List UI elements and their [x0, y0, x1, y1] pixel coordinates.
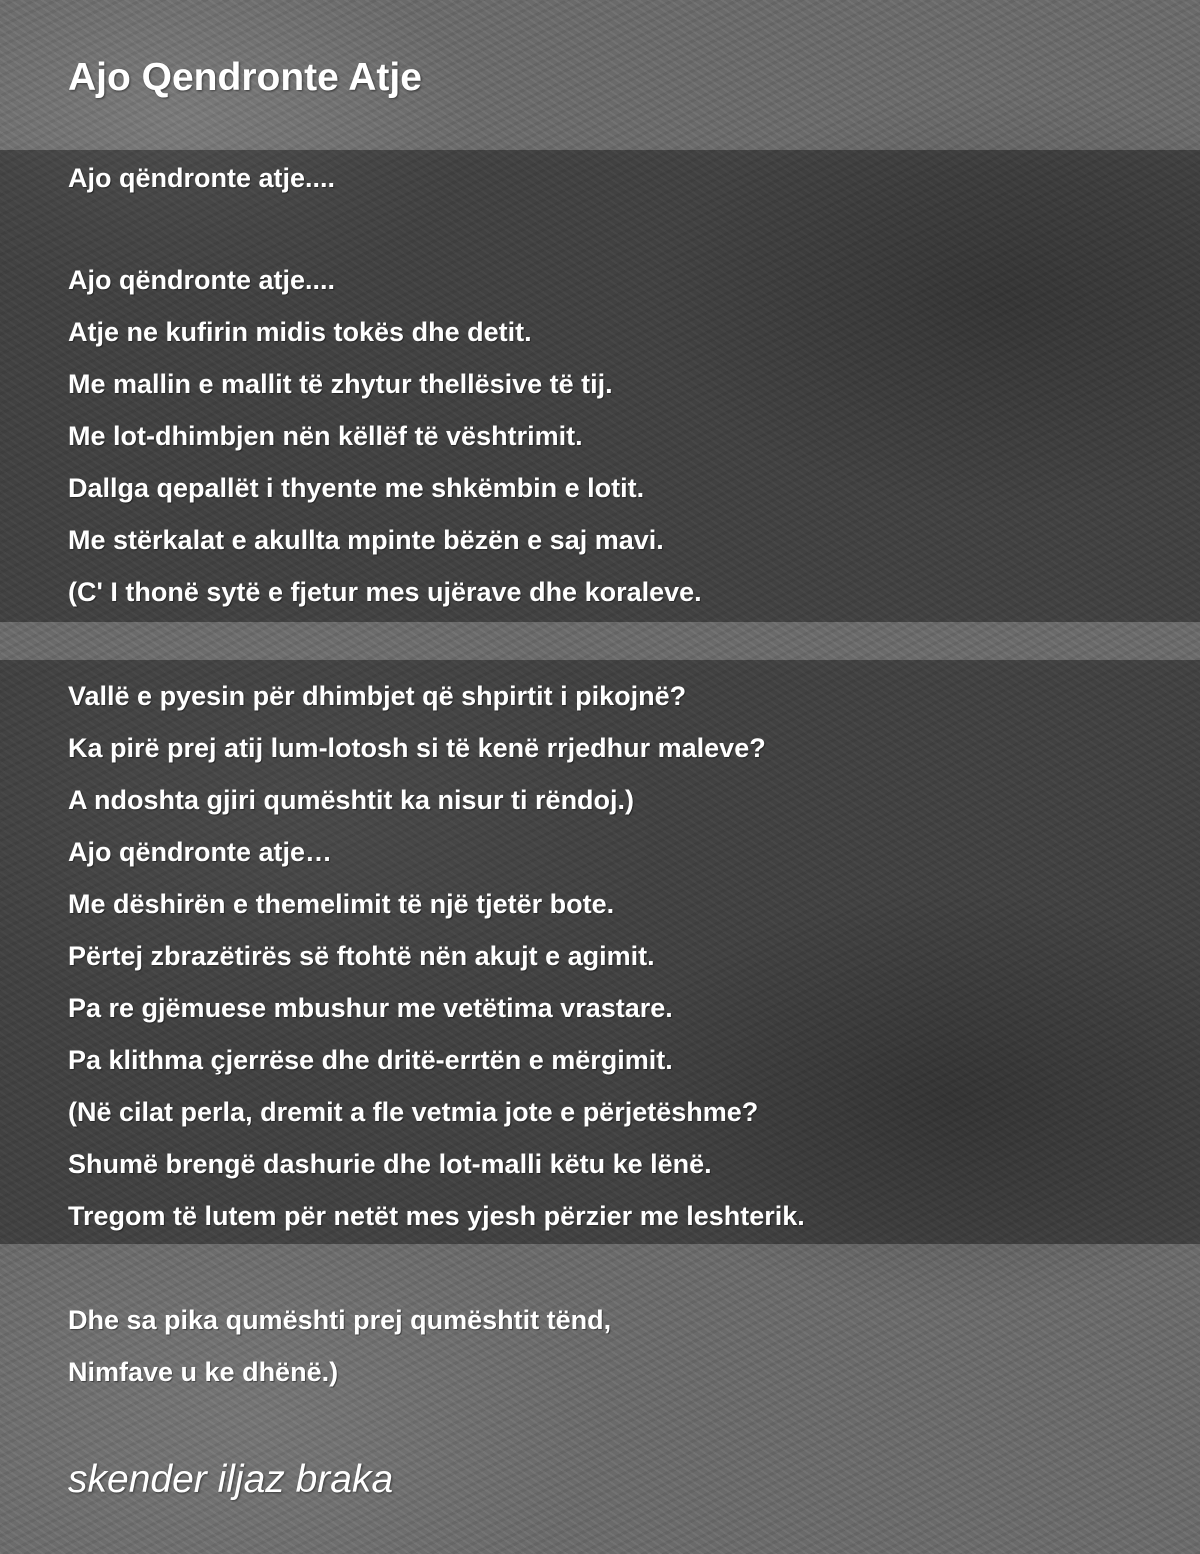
- poem-line: Dallga qepallët i thyente me shkëmbin e lotit.: [68, 473, 645, 503]
- poem-line: (Në cilat perla, dremit a fle vetmia jote e përjetëshme?: [68, 1097, 759, 1127]
- poem-line: A ndoshta gjiri qumështit ka nisur ti rëndoj.): [68, 785, 635, 815]
- poem-line: Atje ne kufirin midis tokës dhe detit.: [68, 317, 532, 347]
- poem-line: Përtej zbrazëtirës së ftohtë nën akujt e agimit.: [68, 941, 655, 971]
- poem-line: Me stërkalat e akullta mpinte bëzën e saj mavi.: [68, 525, 664, 555]
- poem-line: Me mallin e mallit të zhytur thellësive të tij.: [68, 369, 613, 399]
- poem-line: Vallë e pyesin për dhimbjet që shpirtit i pikojnë?: [68, 681, 687, 711]
- poem-line: Shumë brengë dashurie dhe lot-malli këtu ke lënë.: [68, 1149, 712, 1179]
- poem-line: Pa klithma çjerrëse dhe dritë-errtën e mërgimit.: [68, 1045, 673, 1075]
- poem-line: Pa re gjëmuese mbushur me vetëtima vrastare.: [68, 993, 673, 1023]
- poem-line: Ka pirë prej atij lum-lotosh si të kenë rrjedhur maleve?: [68, 733, 766, 763]
- poem-line: Ajo qëndronte atje…: [68, 837, 333, 867]
- poem-line: Ajo qëndronte atje....: [68, 265, 336, 295]
- poem-line: Nimfave u ke dhënë.): [68, 1357, 339, 1387]
- poem-line: Me dëshirën e themelimit të një tjetër bote.: [68, 889, 615, 919]
- poem-line: Dhe sa pika qumështi prej qumështit tënd,: [68, 1305, 612, 1335]
- poem-title: Ajo Qendronte Atje: [68, 56, 422, 99]
- poem-line: Me lot-dhimbjen nën këllëf të vështrimit.: [68, 421, 583, 451]
- poem-line: (C' I thonë sytë e fjetur mes ujërave dhe koraleve.: [68, 577, 702, 607]
- poem-line: Ajo qëndronte atje....: [68, 163, 336, 193]
- poem-author: skender iljaz braka: [68, 1458, 394, 1501]
- poem-line: Tregom të lutem për netët mes yjesh përzier me leshterik.: [68, 1201, 805, 1231]
